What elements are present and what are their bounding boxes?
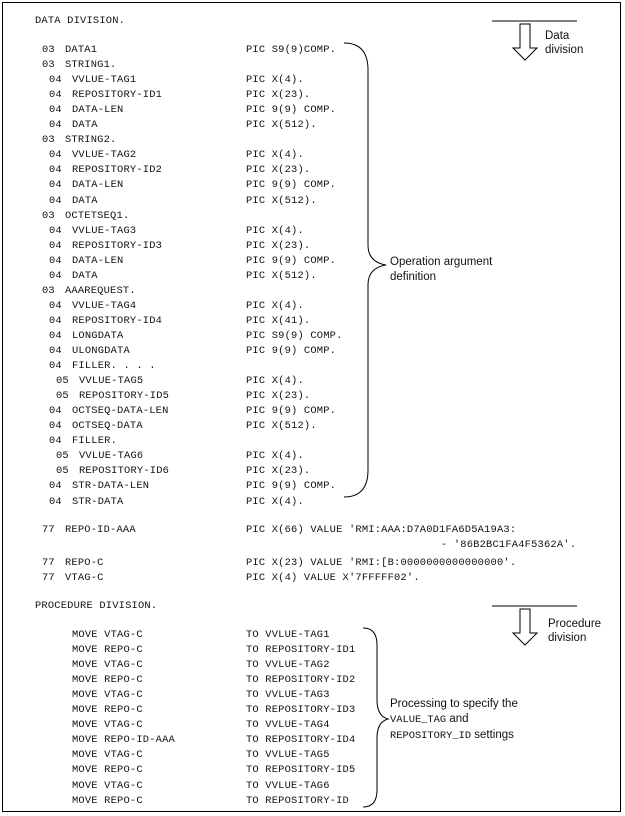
pic-clause: PIC X(4). — [246, 496, 304, 508]
data-division-heading: DATA DIVISION. — [35, 15, 126, 27]
level-number: 04 — [49, 149, 62, 161]
field-name: REPOSITORY-ID2 — [72, 164, 163, 176]
field-name: VVLUE-TAG6 — [79, 450, 144, 462]
level-number: 03 — [42, 210, 55, 222]
move-source: MOVE VTAG-C — [72, 749, 143, 761]
constant-name: VTAG-C — [65, 572, 104, 584]
level-number: 04 — [49, 104, 62, 116]
processing-brace — [363, 628, 388, 807]
field-name: DATA-LEN — [72, 104, 124, 116]
level-number: 04 — [49, 300, 62, 312]
field-name: ULONGDATA — [72, 345, 130, 357]
pic-clause: PIC X(4). — [246, 450, 304, 462]
field-name: DATA — [72, 119, 98, 131]
move-source: MOVE VTAG-C — [72, 659, 143, 671]
procedure-division-heading: PROCEDURE DIVISION. — [35, 600, 158, 612]
field-name: REPOSITORY-ID5 — [79, 390, 170, 402]
level-number: 03 — [42, 285, 55, 297]
level-number: 05 — [56, 375, 69, 387]
level-number: 04 — [49, 270, 62, 282]
level-number: 04 — [49, 496, 62, 508]
level-number: 04 — [49, 315, 62, 327]
pic-clause: PIC 9(9) COMP. — [246, 405, 337, 417]
operation-argument-note: Operation argument definition — [390, 256, 493, 283]
level-number: 77 — [42, 524, 55, 536]
move-target: TO REPOSITORY-ID3 — [246, 704, 356, 716]
pic-clause: PIC 9(9) COMP. — [246, 179, 337, 191]
field-name: VVLUE-TAG1 — [72, 74, 137, 86]
pic-clause: PIC 9(9) COMP. — [246, 104, 337, 116]
move-source: MOVE REPO-C — [72, 795, 143, 807]
field-name: DATA-LEN — [72, 255, 124, 267]
pic-value-clause: PIC X(4) VALUE X'7FFFFF02'. — [246, 572, 420, 584]
move-source: MOVE VTAG-C — [72, 689, 143, 701]
data-division-label: Data division — [545, 30, 584, 56]
field-name: STRING2. — [65, 134, 117, 146]
field-name: VVLUE-TAG4 — [72, 300, 137, 312]
pic-clause: PIC X(512). — [246, 420, 317, 432]
operation-argument-brace — [344, 43, 386, 497]
level-number: 77 — [42, 557, 55, 569]
field-name: DATA — [72, 195, 98, 207]
constant-name: REPO-C — [65, 557, 104, 569]
level-number: 04 — [49, 345, 62, 357]
pic-value-clause: PIC X(23) VALUE 'RMI:[B:0000000000000000'. — [246, 557, 517, 569]
pic-clause: PIC X(41). — [246, 315, 311, 327]
processing-note: Processing to specify the VALUE_TAG and REPOSITORY_ID settings — [390, 698, 518, 742]
move-target: TO REPOSITORY-ID1 — [246, 644, 356, 656]
field-name: VVLUE-TAG5 — [79, 375, 144, 387]
pic-clause: PIC X(512). — [246, 195, 317, 207]
pic-clause: PIC 9(9) COMP. — [246, 255, 337, 267]
level-number: 04 — [49, 89, 62, 101]
field-name: OCTETSEQ1. — [65, 210, 130, 222]
level-number: 05 — [56, 465, 69, 477]
pic-clause: PIC 9(9) COMP. — [246, 480, 337, 492]
level-number: 03 — [42, 59, 55, 71]
level-number: 04 — [49, 435, 62, 447]
level-number: 04 — [49, 405, 62, 417]
move-target: TO VVLUE-TAG2 — [246, 659, 330, 671]
field-name: VVLUE-TAG3 — [72, 225, 137, 237]
level-number: 04 — [49, 360, 62, 372]
field-name: FILLER. — [72, 435, 118, 447]
level-number: 04 — [49, 225, 62, 237]
pic-clause: PIC X(4). — [246, 300, 304, 312]
field-name: REPOSITORY-ID4 — [72, 315, 163, 327]
level-number: 04 — [49, 164, 62, 176]
pic-clause: PIC X(4). — [246, 225, 304, 237]
move-source: MOVE VTAG-C — [72, 629, 143, 641]
pic-clause: PIC S9(9) COMP. — [246, 330, 343, 342]
field-name: OCTSEQ-DATA — [72, 420, 143, 432]
pic-clause: PIC X(512). — [246, 270, 317, 282]
move-target: TO REPOSITORY-ID4 — [246, 734, 356, 746]
pic-clause: PIC X(23). — [246, 465, 311, 477]
move-source: MOVE REPO-C — [72, 764, 143, 776]
move-target: TO VVLUE-TAG1 — [246, 629, 330, 641]
pic-clause: PIC X(4). — [246, 375, 304, 387]
move-source: MOVE VTAG-C — [72, 719, 143, 731]
pic-clause: PIC X(4). — [246, 149, 304, 161]
move-source: MOVE REPO-ID-AAA — [72, 734, 175, 746]
level-number: 04 — [49, 179, 62, 191]
move-source: MOVE VTAG-C — [72, 780, 143, 792]
pic-clause: PIC X(23). — [246, 240, 311, 252]
level-number: 04 — [49, 420, 62, 432]
field-name: STRING1. — [65, 59, 117, 71]
move-target: TO REPOSITORY-ID5 — [246, 764, 356, 776]
pic-clause: PIC S9(9)COMP. — [246, 44, 337, 56]
pic-clause: PIC X(512). — [246, 119, 317, 131]
move-target: TO VVLUE-TAG6 — [246, 780, 330, 792]
move-target: TO REPOSITORY-ID2 — [246, 674, 356, 686]
pic-clause: PIC X(4). — [246, 74, 304, 86]
pic-clause: PIC X(23). — [246, 164, 311, 176]
field-name: OCTSEQ-DATA-LEN — [72, 405, 169, 417]
pic-value-clause: PIC X(66) VALUE 'RMI:AAA:D7A0D1FA6D5A19A3: — [246, 524, 517, 536]
move-target: TO REPOSITORY-ID — [246, 795, 349, 807]
field-name: VVLUE-TAG2 — [72, 149, 137, 161]
level-number: 04 — [49, 330, 62, 342]
move-target: TO VVLUE-TAG3 — [246, 689, 330, 701]
level-number: 04 — [49, 74, 62, 86]
field-name: LONGDATA — [72, 330, 124, 342]
pic-clause: PIC X(23). — [246, 390, 311, 402]
level-number: 04 — [49, 195, 62, 207]
pic-clause: PIC X(23). — [246, 89, 311, 101]
down-arrow-icon — [513, 609, 537, 645]
move-source: MOVE REPO-C — [72, 674, 143, 686]
level-number: 05 — [56, 390, 69, 402]
move-target: TO VVLUE-TAG4 — [246, 719, 330, 731]
down-arrow-icon — [513, 24, 537, 60]
procedure-division-label: Procedure division — [548, 618, 602, 644]
level-number: 03 — [42, 44, 55, 56]
move-source: MOVE REPO-C — [72, 704, 143, 716]
level-number: 03 — [42, 134, 55, 146]
field-name: REPOSITORY-ID1 — [72, 89, 163, 101]
pic-value-clause: - '86B2BC1FA4F5362A'. — [441, 539, 577, 551]
level-number: 04 — [49, 480, 62, 492]
field-name: FILLER. . . . — [72, 360, 156, 372]
move-source: MOVE REPO-C — [72, 644, 143, 656]
move-target: TO VVLUE-TAG5 — [246, 749, 330, 761]
field-name: AAAREQUEST. — [65, 285, 136, 297]
constant-name: REPO-ID-AAA — [65, 524, 136, 536]
level-number: 05 — [56, 450, 69, 462]
field-name: DATA — [72, 270, 98, 282]
level-number: 04 — [49, 255, 62, 267]
field-name: REPOSITORY-ID3 — [72, 240, 163, 252]
level-number: 04 — [49, 240, 62, 252]
field-name: DATA1 — [65, 44, 98, 56]
field-name: STR-DATA — [72, 496, 124, 508]
field-name: STR-DATA-LEN — [72, 480, 150, 492]
field-name: REPOSITORY-ID6 — [79, 465, 170, 477]
level-number: 04 — [49, 119, 62, 131]
level-number: 77 — [42, 572, 55, 584]
pic-clause: PIC 9(9) COMP. — [246, 345, 337, 357]
field-name: DATA-LEN — [72, 179, 124, 191]
